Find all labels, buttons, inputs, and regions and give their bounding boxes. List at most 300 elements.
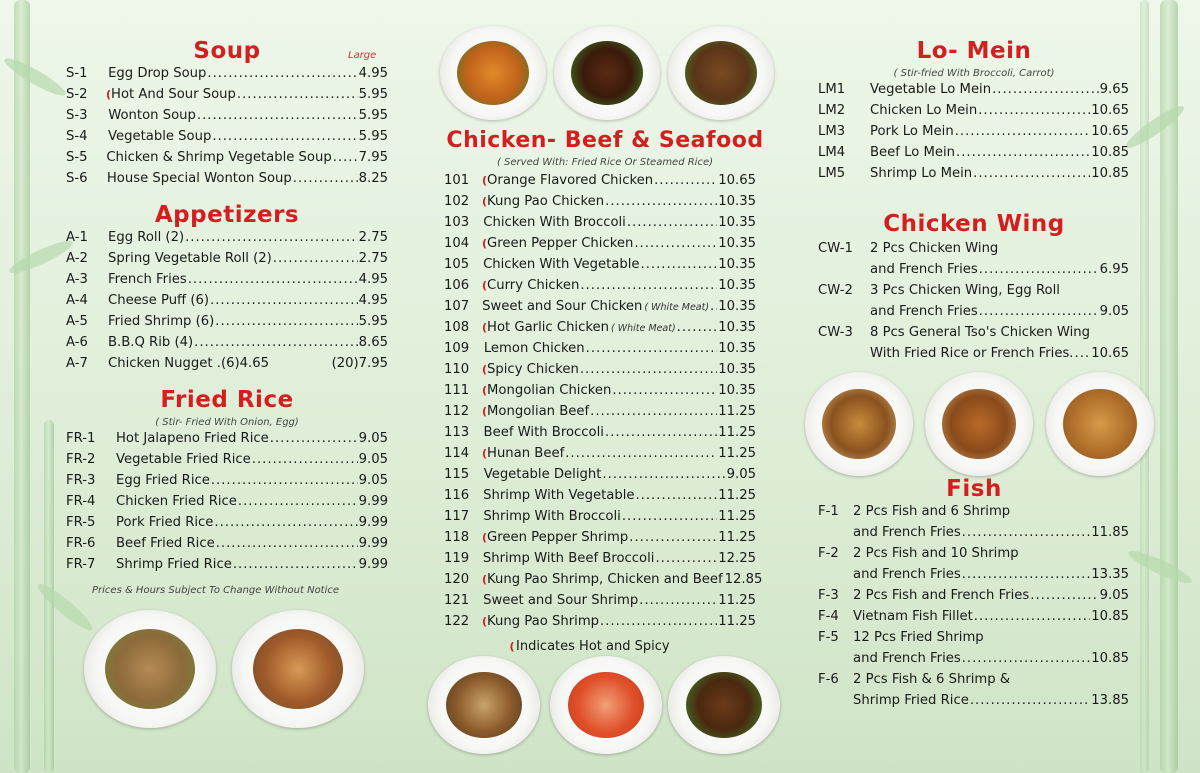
dot-leader bbox=[185, 230, 358, 245]
dot-leader bbox=[955, 124, 1091, 139]
item-price: 10.35 bbox=[718, 299, 756, 314]
dot-leader bbox=[605, 425, 717, 440]
dot-leader bbox=[641, 257, 718, 272]
soup-large-label: Large bbox=[348, 50, 377, 61]
menu-item-111 bbox=[444, 383, 756, 404]
item-code: 110 bbox=[444, 362, 470, 377]
menu-item-102 bbox=[444, 194, 756, 215]
hot-spicy-icon: ( bbox=[482, 321, 488, 334]
menu-item-s-3 bbox=[66, 108, 388, 129]
dot-leader bbox=[970, 693, 1090, 708]
item-price: 5.95 bbox=[358, 87, 388, 102]
menu-item-fr-5 bbox=[66, 515, 388, 536]
item-name: Shrimp With Broccoli bbox=[483, 509, 621, 524]
menu-item-110 bbox=[444, 362, 756, 383]
item-name: Shrimp With Vegetable bbox=[483, 488, 635, 503]
fish-title: Fish bbox=[946, 476, 1002, 502]
menu-item-fr-4 bbox=[66, 494, 388, 515]
dot-leader bbox=[580, 362, 717, 377]
item-code: 117 bbox=[444, 509, 470, 524]
dot-leader bbox=[197, 108, 358, 123]
item-code: A-7 bbox=[66, 356, 88, 371]
menu-item-fr-1 bbox=[66, 431, 388, 452]
item-price: 7.95 bbox=[358, 150, 388, 165]
legend-text: Indicates Hot and Spicy bbox=[516, 639, 670, 654]
item-name: Wonton Soup bbox=[108, 108, 196, 123]
dot-leader bbox=[622, 509, 717, 524]
hot-spicy-icon: ( bbox=[482, 615, 488, 628]
dot-leader bbox=[639, 593, 717, 608]
item-code: F-2 bbox=[818, 546, 839, 561]
item-code: FR-5 bbox=[66, 515, 96, 530]
menu-item-fr-3 bbox=[66, 473, 388, 494]
item-name: Green Pepper Chicken bbox=[487, 236, 634, 251]
item-name: Mongolian Beef bbox=[487, 404, 590, 419]
item-name: 12 Pcs Fried Shrimp bbox=[853, 630, 984, 645]
item-price: 10.85 bbox=[1091, 651, 1129, 666]
item-code: A-4 bbox=[66, 293, 88, 308]
item-price: 9.65 bbox=[1099, 82, 1129, 97]
item-price: 9.05 bbox=[1099, 588, 1129, 603]
item-code: 105 bbox=[444, 257, 470, 272]
dot-leader bbox=[956, 145, 1090, 160]
menu-item-fr-6 bbox=[66, 536, 388, 557]
item-code: A-5 bbox=[66, 314, 88, 329]
dot-leader bbox=[992, 82, 1099, 97]
menu-item-122 bbox=[444, 614, 756, 635]
item-name: Spicy Chicken bbox=[487, 362, 579, 377]
item-price: 10.65 bbox=[718, 173, 756, 188]
item-price: 4.95 bbox=[358, 66, 388, 81]
hot-spicy-icon: ( bbox=[106, 88, 112, 101]
item-name: Mongolian Chicken bbox=[487, 383, 612, 398]
bamboo-stalk-left bbox=[14, 0, 30, 773]
item-name: Vegetable Delight bbox=[483, 467, 602, 482]
item-code: 106 bbox=[444, 278, 470, 293]
dot-leader bbox=[962, 567, 1091, 582]
hot-spicy-icon: ( bbox=[482, 447, 488, 460]
hot-spicy-icon: ( bbox=[482, 279, 488, 292]
item-name: Green Pepper Shrimp bbox=[487, 530, 629, 545]
item-price: 9.99 bbox=[358, 494, 388, 509]
dot-leader bbox=[655, 551, 717, 566]
item-code: 102 bbox=[444, 194, 470, 209]
item-line-1 bbox=[818, 609, 1129, 630]
item-price: 11.25 bbox=[718, 614, 756, 629]
dot-leader bbox=[216, 536, 358, 551]
item-name: Sweet and Sour Chicken bbox=[482, 299, 643, 314]
hot-spicy-legend bbox=[508, 639, 670, 654]
item-name-cont: With Fried Rice or French Fries. bbox=[870, 346, 1074, 361]
menu-item-112 bbox=[444, 404, 756, 425]
item-name: 3 Pcs Chicken Wing, Egg Roll bbox=[870, 283, 1060, 298]
dot-leader bbox=[629, 530, 717, 545]
item-price: 2.75 bbox=[358, 251, 388, 266]
item-price: 9.05 bbox=[726, 467, 756, 482]
dot-leader bbox=[214, 515, 357, 530]
chicken-broccoli-photo bbox=[668, 26, 774, 120]
item-name: Hot Jalapeno Fried Rice bbox=[116, 431, 269, 446]
price-disclaimer: Prices & Hours Subject To Change Without Notice bbox=[92, 585, 340, 596]
item-code: A-1 bbox=[66, 230, 88, 245]
item-name: Chicken Nugget .(6)4.65 bbox=[108, 356, 269, 371]
menu-item-lm4 bbox=[818, 145, 1129, 166]
dot-leader bbox=[215, 314, 357, 329]
dot-leader bbox=[565, 446, 717, 461]
item-name: 2 Pcs Fish and French Fries bbox=[853, 588, 1030, 603]
item-name: Kung Pao Chicken bbox=[487, 194, 605, 209]
item-code: 103 bbox=[444, 215, 470, 230]
item-name: Hot Garlic Chicken bbox=[487, 320, 609, 335]
menu-item-106 bbox=[444, 278, 756, 299]
item-code: CW-2 bbox=[818, 283, 853, 298]
item-code: FR-7 bbox=[66, 557, 96, 572]
item-code: 101 bbox=[444, 173, 470, 188]
dot-leader bbox=[270, 431, 358, 446]
menu-item-a-7 bbox=[66, 356, 388, 377]
item-name: House Special Wonton Soup bbox=[106, 171, 292, 186]
item-name: Cheese Puff (6) bbox=[108, 293, 210, 308]
item-name: 2 Pcs Fish & 6 Shrimp & bbox=[853, 672, 1011, 687]
dot-leader bbox=[635, 488, 717, 503]
menu-item-101 bbox=[444, 173, 756, 194]
hot-spicy-icon: ( bbox=[482, 174, 488, 187]
menu-item-107 bbox=[444, 299, 756, 320]
menu-item-lm3 bbox=[818, 124, 1129, 145]
item-name: Kung Pao Shrimp, Chicken and Beef bbox=[487, 572, 723, 587]
menu-item-109 bbox=[444, 341, 756, 362]
item-price: 9.05 bbox=[358, 431, 388, 446]
hot-spicy-icon: ( bbox=[482, 405, 488, 418]
item-code: FR-4 bbox=[66, 494, 96, 509]
item-name-cont: and French Fries bbox=[853, 567, 961, 582]
item-price: 10.35 bbox=[718, 215, 756, 230]
menu-item-s-5 bbox=[66, 150, 388, 171]
item-line-2 bbox=[818, 525, 1129, 546]
item-name-cont: and French Fries bbox=[870, 262, 978, 277]
menu-item-fr-2 bbox=[66, 452, 388, 473]
item-price: 10.65 bbox=[1091, 103, 1129, 118]
item-price: 9.05 bbox=[358, 452, 388, 467]
dot-leader bbox=[979, 304, 1099, 319]
item-code: 111 bbox=[444, 383, 470, 398]
item-line-1 bbox=[818, 546, 1129, 567]
chicken-beef-seafood-title: Chicken- Beef & Seafood bbox=[446, 128, 764, 153]
dot-leader bbox=[238, 494, 358, 509]
menu-item-121 bbox=[444, 593, 756, 614]
item-price: 10.35 bbox=[718, 383, 756, 398]
menu-item-119 bbox=[444, 551, 756, 572]
orange-chicken-photo bbox=[440, 26, 546, 120]
menu-item-s-6 bbox=[66, 171, 388, 192]
dot-leader bbox=[627, 215, 717, 230]
item-price: 11.25 bbox=[718, 404, 756, 419]
chicken-wings-egg-roll-photo bbox=[925, 372, 1033, 476]
chicken-wing-title: Chicken Wing bbox=[883, 211, 1065, 237]
item-code: 115 bbox=[444, 467, 470, 482]
item-name: Orange Flavored Chicken bbox=[487, 173, 654, 188]
dot-leader bbox=[677, 320, 718, 335]
dot-leader bbox=[194, 335, 358, 350]
chicken-beef-seafood-subtitle: ( Served With: Fried Rice Or Steamed Rice) bbox=[496, 157, 714, 168]
item-name: Egg Drop Soup bbox=[108, 66, 207, 81]
item-price: 10.35 bbox=[718, 362, 756, 377]
item-name: Egg Fried Rice bbox=[116, 473, 210, 488]
dot-leader bbox=[1075, 346, 1091, 361]
dot-leader bbox=[710, 299, 717, 314]
item-price: 5.95 bbox=[358, 314, 388, 329]
fried-rice-subtitle: ( Stir- Fried With Onion, Egg) bbox=[155, 417, 299, 428]
dot-leader bbox=[207, 66, 357, 81]
dot-leader bbox=[188, 272, 358, 287]
item-code: LM5 bbox=[818, 166, 846, 181]
item-name: Hunan Beef bbox=[487, 446, 565, 461]
item-name: 2 Pcs Fish and 6 Shrimp bbox=[853, 504, 1011, 519]
menu-item-117 bbox=[444, 509, 756, 530]
item-price: 11.25 bbox=[718, 425, 756, 440]
menu-item-120 bbox=[444, 572, 763, 593]
menu-item-s-4 bbox=[66, 129, 388, 150]
item-price: 9.05 bbox=[358, 473, 388, 488]
dot-leader bbox=[602, 467, 725, 482]
item-code: LM2 bbox=[818, 103, 846, 118]
menu-item-a-4 bbox=[66, 293, 388, 314]
item-price: 10.35 bbox=[718, 257, 756, 272]
item-price: 11.85 bbox=[1091, 525, 1129, 540]
item-code: 104 bbox=[444, 236, 470, 251]
item-price: 8.65 bbox=[358, 335, 388, 350]
item-line-2 bbox=[818, 304, 1129, 325]
item-price: 9.99 bbox=[358, 557, 388, 572]
dot-leader bbox=[273, 251, 358, 266]
item-name: Beef Lo Mein bbox=[870, 145, 955, 160]
item-price: 11.25 bbox=[718, 446, 756, 461]
item-price: 13.35 bbox=[1091, 567, 1129, 582]
item-name: Curry Chicken bbox=[487, 278, 580, 293]
menu-item-a-1 bbox=[66, 230, 388, 251]
item-code: S-6 bbox=[66, 171, 88, 186]
item-code: 108 bbox=[444, 320, 470, 335]
hot-spicy-icon: ( bbox=[482, 573, 488, 586]
hot-spicy-icon: ( bbox=[482, 363, 488, 376]
sweet-sour-chicken-photo bbox=[550, 656, 662, 754]
item-name: Chicken Fried Rice bbox=[116, 494, 237, 509]
menu-item-115 bbox=[444, 467, 756, 488]
item-code: FR-2 bbox=[66, 452, 96, 467]
item-code: F-3 bbox=[818, 588, 839, 603]
menu-item-103 bbox=[444, 215, 756, 236]
menu-item-104 bbox=[444, 236, 756, 257]
soup-title: Soup bbox=[193, 38, 261, 64]
item-code: A-2 bbox=[66, 251, 88, 266]
item-price: 9.99 bbox=[358, 536, 388, 551]
item-name: 8 Pcs General Tso's Chicken Wing bbox=[870, 325, 1090, 340]
item-code: S-5 bbox=[66, 150, 88, 165]
item-name: Beef Fried Rice bbox=[116, 536, 215, 551]
item-code: A-3 bbox=[66, 272, 88, 287]
dot-leader bbox=[237, 87, 358, 102]
item-code: 112 bbox=[444, 404, 470, 419]
item-price: 11.25 bbox=[718, 593, 756, 608]
item-code: 116 bbox=[444, 488, 470, 503]
item-name: Lemon Chicken bbox=[483, 341, 585, 356]
item-code: 121 bbox=[444, 593, 470, 608]
menu-item-s-2 bbox=[66, 87, 388, 108]
item-line-1 bbox=[818, 283, 1129, 304]
bamboo-leaf bbox=[1, 53, 69, 100]
lo-mein-title: Lo- Mein bbox=[916, 38, 1032, 64]
dot-leader bbox=[212, 129, 357, 144]
dot-leader bbox=[612, 383, 717, 398]
item-code: S-1 bbox=[66, 66, 88, 81]
item-price: 9.05 bbox=[1099, 304, 1129, 319]
item-price: 10.85 bbox=[1091, 145, 1129, 160]
dot-leader bbox=[233, 557, 358, 572]
dot-leader bbox=[590, 404, 717, 419]
item-name: Spring Vegetable Roll (2) bbox=[108, 251, 272, 266]
item-price: 4.95 bbox=[358, 293, 388, 308]
appetizers-title: Appetizers bbox=[154, 202, 300, 228]
lo-mein-photo bbox=[232, 610, 364, 728]
item-code: S-3 bbox=[66, 108, 88, 123]
item-code: FR-6 bbox=[66, 536, 96, 551]
item-name: Vegetable Lo Mein bbox=[870, 82, 992, 97]
item-code: 109 bbox=[444, 341, 470, 356]
item-code: FR-1 bbox=[66, 431, 96, 446]
item-code: 120 bbox=[444, 572, 470, 587]
item-name-cont: and French Fries bbox=[870, 304, 978, 319]
item-code: S-2 bbox=[66, 87, 88, 102]
item-price: 10.35 bbox=[718, 278, 756, 293]
item-name: Hot And Sour Soup bbox=[111, 87, 236, 102]
menu-item-fr-7 bbox=[66, 557, 388, 578]
item-code: A-6 bbox=[66, 335, 88, 350]
dot-leader bbox=[210, 293, 358, 308]
dot-leader bbox=[654, 173, 717, 188]
menu-item-108 bbox=[444, 320, 756, 341]
item-code: 114 bbox=[444, 446, 470, 461]
item-line-2 bbox=[818, 346, 1129, 367]
dot-leader bbox=[586, 341, 718, 356]
item-name: Vietnam Fish Fillet bbox=[853, 609, 973, 624]
item-price: 10.35 bbox=[718, 341, 756, 356]
item-line-2 bbox=[818, 693, 1129, 714]
item-name: B.B.Q Rib (4) bbox=[108, 335, 194, 350]
item-note: ( White Meat) bbox=[611, 323, 676, 334]
menu-item-113 bbox=[444, 425, 756, 446]
item-code: 122 bbox=[444, 614, 470, 629]
fried-rice-photo bbox=[84, 610, 216, 728]
item-price: 10.35 bbox=[718, 320, 756, 335]
dot-leader bbox=[962, 651, 1091, 666]
item-name: French Fries bbox=[108, 272, 187, 287]
hot-spicy-icon: ( bbox=[482, 237, 488, 250]
item-name: Vegetable Soup bbox=[108, 129, 212, 144]
item-price: 6.95 bbox=[1099, 262, 1129, 277]
item-name: Kung Pao Shrimp bbox=[487, 614, 600, 629]
item-name: Pork Lo Mein bbox=[870, 124, 954, 139]
item-price: 10.85 bbox=[1091, 166, 1129, 181]
item-price: 13.85 bbox=[1091, 693, 1129, 708]
item-name: Sweet and Sour Shrimp bbox=[483, 593, 639, 608]
beef-broccoli-photo bbox=[668, 656, 780, 754]
item-name: Pork Fried Rice bbox=[116, 515, 214, 530]
chicken-wings-fries-photo bbox=[805, 372, 913, 476]
item-line-1 bbox=[818, 241, 1129, 262]
item-price: 10.65 bbox=[1091, 124, 1129, 139]
item-code: S-4 bbox=[66, 129, 88, 144]
item-code: CW-3 bbox=[818, 325, 853, 340]
item-code: CW-1 bbox=[818, 241, 853, 256]
item-note: ( White Meat) bbox=[644, 302, 710, 313]
item-name: Chicken & Shrimp Vegetable Soup bbox=[106, 150, 332, 165]
menu-item-a-5 bbox=[66, 314, 388, 335]
item-name: Chicken Lo Mein bbox=[870, 103, 978, 118]
item-price: 9.99 bbox=[358, 515, 388, 530]
menu-item-105 bbox=[444, 257, 756, 278]
item-price: 11.25 bbox=[718, 488, 756, 503]
item-price: 5.95 bbox=[358, 129, 388, 144]
item-code: LM1 bbox=[818, 82, 846, 97]
item-code: F-4 bbox=[818, 609, 839, 624]
item-code: LM4 bbox=[818, 145, 846, 160]
item-name: Shrimp Lo Mein bbox=[870, 166, 973, 181]
item-name: Shrimp Fried Rice bbox=[116, 557, 232, 572]
hot-spicy-icon: ( bbox=[482, 531, 488, 544]
item-code: F-5 bbox=[818, 630, 839, 645]
item-code: F-1 bbox=[818, 504, 839, 519]
item-code: 119 bbox=[444, 551, 470, 566]
item-line-2 bbox=[818, 567, 1129, 588]
dot-leader bbox=[252, 452, 358, 467]
dot-leader bbox=[293, 171, 358, 186]
item-code: 113 bbox=[444, 425, 470, 440]
item-name: Shrimp With Beef Broccoli bbox=[482, 551, 655, 566]
item-code: FR-3 bbox=[66, 473, 96, 488]
item-name: Egg Roll (2) bbox=[108, 230, 185, 245]
item-name: Chicken With Broccoli bbox=[483, 215, 626, 230]
menu-item-116 bbox=[444, 488, 756, 509]
item-code: F-6 bbox=[818, 672, 839, 687]
dot-leader bbox=[962, 525, 1091, 540]
item-price: 10.35 bbox=[718, 194, 756, 209]
item-price: 11.25 bbox=[718, 509, 756, 524]
hot-spicy-icon: ( bbox=[482, 384, 488, 397]
kung-pao-chicken-photo bbox=[428, 656, 540, 754]
item-price: 10.65 bbox=[1091, 346, 1129, 361]
item-line-2 bbox=[818, 651, 1129, 672]
menu-item-a-2 bbox=[66, 251, 388, 272]
dot-leader bbox=[974, 609, 1090, 624]
item-price: 12.25 bbox=[718, 551, 756, 566]
hot-spicy-icon: ( bbox=[482, 195, 488, 208]
dot-leader bbox=[600, 614, 717, 629]
item-price: 10.35 bbox=[718, 236, 756, 251]
menu-item-a-6 bbox=[66, 335, 388, 356]
item-name-cont: and French Fries bbox=[853, 525, 961, 540]
item-name: Vegetable Fried Rice bbox=[116, 452, 251, 467]
dot-leader bbox=[973, 166, 1090, 181]
menu-item-lm2 bbox=[818, 103, 1129, 124]
dot-leader bbox=[979, 262, 1099, 277]
mongolian-beef-photo bbox=[554, 26, 660, 120]
item-name: Chicken With Vegetable bbox=[483, 257, 640, 272]
fried-rice-title: Fried Rice bbox=[160, 387, 294, 413]
item-price: 5.95 bbox=[358, 108, 388, 123]
fried-fish-photo bbox=[1046, 372, 1154, 476]
item-line-1 bbox=[818, 672, 1129, 693]
item-line-1 bbox=[818, 325, 1129, 346]
